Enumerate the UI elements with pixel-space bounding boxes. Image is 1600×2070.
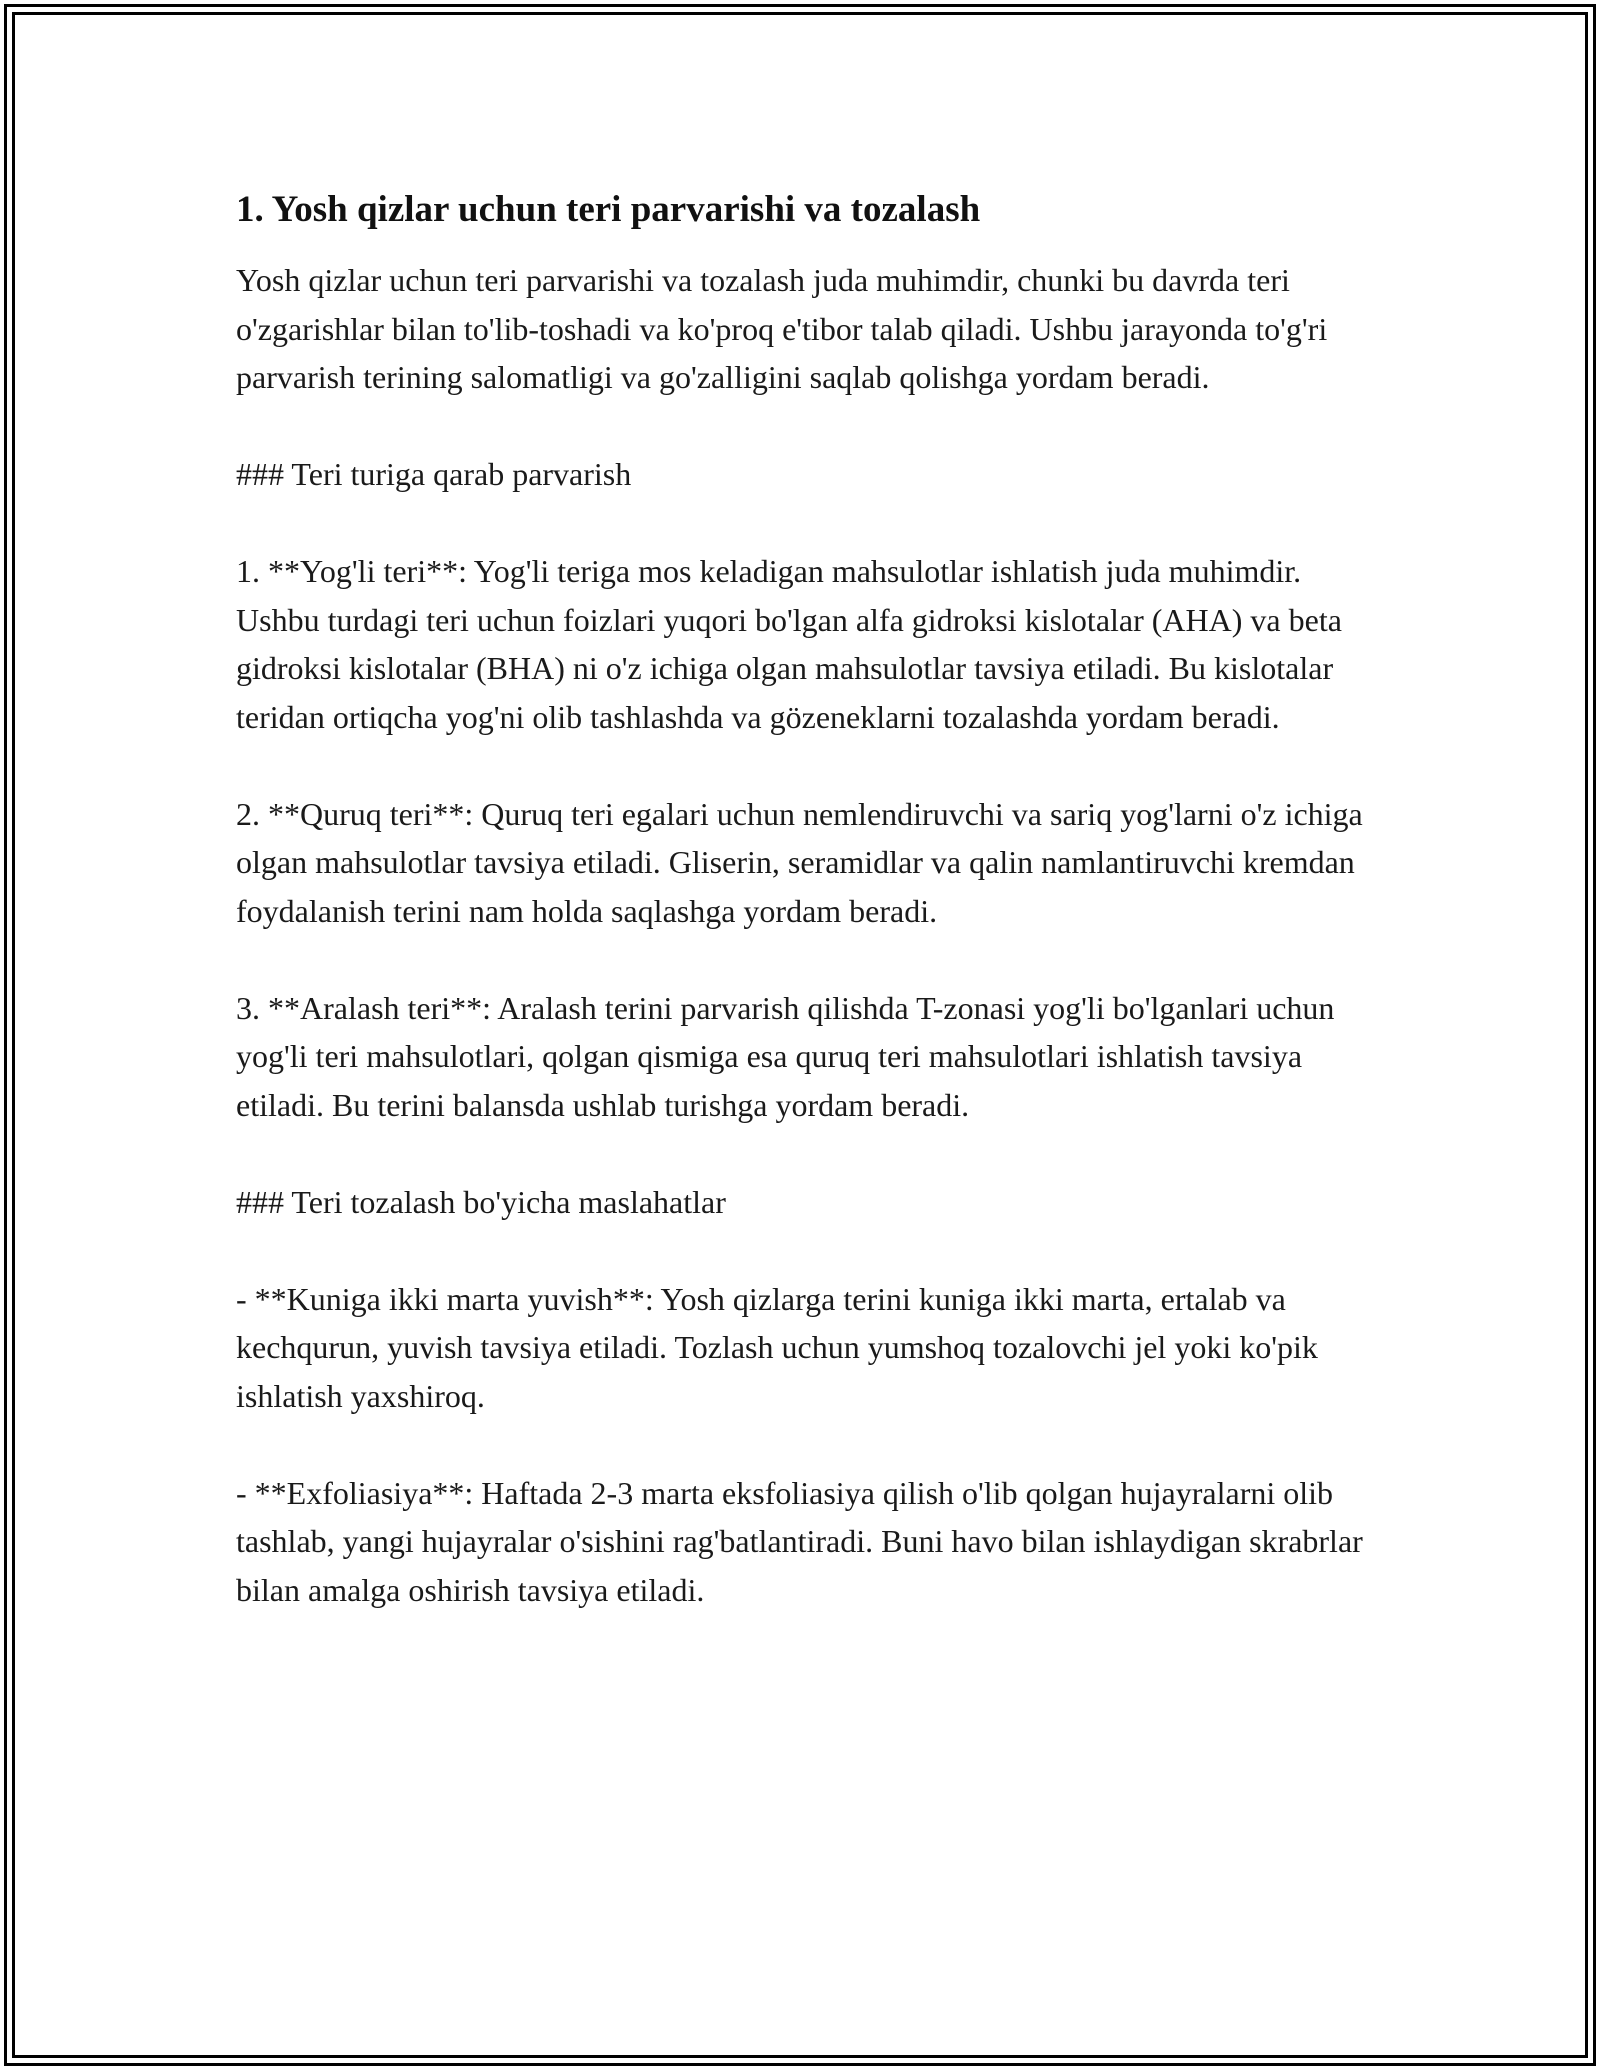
document-title: 1. Yosh qizlar uchun teri parvarishi va tozalash — [236, 189, 981, 230]
document-body — [236, 186, 1366, 1663]
list-item-combination-skin: 3. **Aralash teri**: Aralash terini parvarish qilishda T-zonasi yog'li bo'lganlari uchun yog'li teri mahsulotlari, qolgan qismiga esa quruq teri mahsulotlari ishlatish tavsiya etiladi. Bu terini balansda ushlab turishga yordam beradi. — [236, 989, 1335, 1123]
section-heading-cleansing-tips: ### Teri tozalash bo'yicha maslahatlar — [236, 1183, 726, 1220]
intro-paragraph: Yosh qizlar uchun teri parvarishi va tozalash juda muhimdir, chunki bu davrda teri o'zgarishlar bilan to'lib-toshadi va ko'proq e'tibor talab qiladi. Ushbu jarayonda to'g'ri parvarish terining salomatligi va go'zalligini saqlab qolishga yordam beradi. — [236, 262, 1328, 395]
list-item-dry-skin: 2. **Quruq teri**: Quruq teri egalari uchun nemlendiruvchi va sariq yog'larni o'z ichiga olgan mahsulotlar tavsiya etiladi. Gliserin, seramidlar va qalin namlantiruvchi kremdan foydalanish terini nam holda saqlashga yordam beradi. — [236, 795, 1363, 929]
list-item-exfoliation: - **Exfoliasiya**: Haftada 2-3 marta eksfoliasiya qilish o'lib qolgan hujayralarni olib tashlab, yangi hujayralar o'sishini rag'batlantiradi. Buni havo bilan ishlaydigan skrabrlar bilan amalga oshirish tavsiya etiladi. — [236, 1474, 1363, 1608]
section-heading-skin-type: ### Teri turiga qarab parvarish — [236, 456, 632, 492]
list-item-oily-skin: 1. **Yog'li teri**: Yog'li teriga mos keladigan mahsulotlar ishlatish juda muhimdir. Ushbu turdagi teri uchun foizlari yuqori bo'lgan alfa gidroksi kislotalar (AHA) va beta gidroksi kislotalar (BHA) ni o'z ichiga olgan mahsulotlar tavsiya etiladi. Bu kislotalar teridan ortiqcha yog'ni olib tashlashda va gözeneklarni tozalashda yordam beradi. — [236, 553, 1342, 735]
list-item-wash-twice: - **Kuniga ikki marta yuvish**: Yosh qizlarga terini kuniga ikki marta, ertalab va kechqurun, yuvish tavsiya etiladi. Tozlash uchun yumshoq tozalovchi jel yoki ko'pik ishlatish yaxshiroq. — [236, 1280, 1318, 1414]
